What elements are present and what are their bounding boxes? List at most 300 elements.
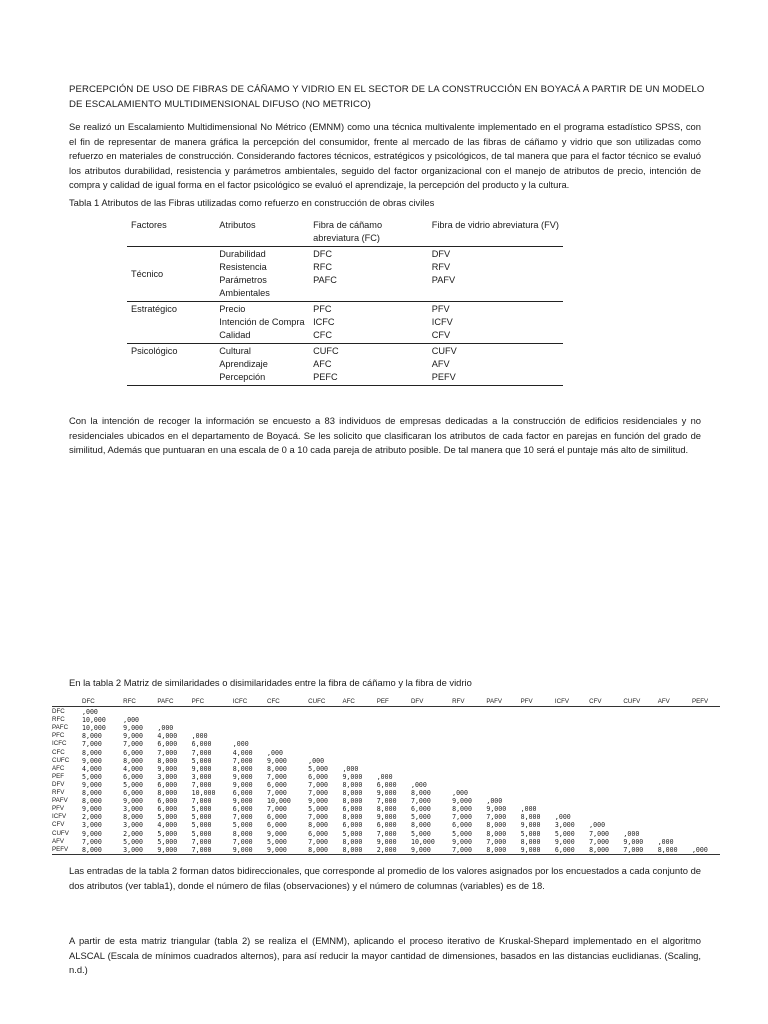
matrix-cell: 6,000 [232,789,253,798]
matrix-cell: 5,000 [82,772,102,781]
matrix-cell [342,740,376,748]
matrix-cell: 6,000 [157,740,178,749]
matrix-cell: 8,000 [520,837,541,846]
matrix-cell: 8,000 [232,829,253,838]
matrix-cell: 5,000 [157,837,178,846]
matrix-cell: 8,000 [486,829,507,838]
matrix-cell: 6,000 [267,780,287,789]
matrix-cell [452,724,486,732]
matrix-cell: 3,000 [123,821,143,830]
matrix-cell: 5,000 [267,837,287,846]
matrix-corner-cell [52,698,82,707]
matrix-cell [521,789,555,797]
matrix-cell [308,724,342,732]
fc-code-cell: AFC [313,359,332,369]
matrix-cell [486,773,520,781]
matrix-cell: 9,000 [123,797,143,806]
matrix-cell: 9,000 [82,756,102,765]
matrix-cell: 8,000 [658,846,692,855]
matrix-cell: 9,000 [267,829,287,838]
matrix-cell [486,732,520,740]
matrix-cell: 5,000 [308,764,329,773]
matrix-cell: 7,000 [267,772,287,781]
matrix-cell [555,781,589,789]
matrix-cell [692,749,720,757]
matrix-cell [623,813,657,821]
fc-code-cell: RFC [313,262,332,272]
matrix-cell: 9,000 [554,837,575,846]
attribute-cell: Calidad [215,329,309,344]
matrix-cell [692,773,720,781]
matrix-cell: 8,000 [410,821,431,830]
matrix-cell [692,838,720,846]
matrix-cell [521,757,555,765]
fv-code-cell: CUFV [431,346,457,356]
matrix-cell [658,749,692,757]
matrix-cell: 8,000 [308,821,329,830]
matrix-cell [157,707,191,717]
attribute-cell: Intención de Compra [219,317,305,327]
matrix-row-header: DFC [52,708,65,716]
matrix-cell: 7,000 [410,797,431,806]
matrix-cell [267,724,308,732]
matrix-cell: ,000 [342,764,359,773]
matrix-cell [377,757,411,765]
matrix-cell: 6,000 [123,748,143,757]
matrix-cell: 6,000 [157,797,178,806]
matrix-cell: 6,000 [267,821,287,830]
matrix-row-header: PAFV [52,797,68,805]
matrix-cell [452,781,486,789]
matrix-cell: 8,000 [232,764,253,773]
matrix-cell [555,773,589,781]
matrix-cell: 8,000 [267,764,287,773]
matrix-cell [377,707,411,717]
matrix-row [52,765,720,773]
matrix-cell [658,773,692,781]
fv-code-cell: PEFV [428,371,563,386]
matrix-column-header: DFV [411,698,452,707]
matrix-cell [452,707,486,717]
matrix-row-header: PFC [52,732,65,740]
matrix-cell: 9,000 [123,732,143,741]
matrix-cell [658,821,692,829]
matrix-cell [377,724,411,732]
matrix-cell [521,707,555,717]
matrix-cell [342,732,376,740]
matrix-cell [589,707,623,717]
bidirectional-paragraph: Las entradas de la tabla 2 forman datos bidireccionales, que corresponde al promedio de los valores asignados por los encuestados a cada conjunto de dos atributos (ver tabla1), donde el número de filas (observaciones) y el número de columnas (variables) es de 18. [69,865,701,891]
table1-caption: Tabla 1 Atributos de las Fibras utilizadas como refuerzo en construcción de obras civiles [69,197,435,208]
attribute-cell: Resistencia [219,262,267,272]
matrix-cell: 8,000 [520,813,541,822]
matrix-cell: 3,000 [554,821,575,830]
matrix-cell [623,724,657,732]
matrix-cell [555,716,589,724]
matrix-cell [658,805,692,813]
matrix-cell: 2,000 [123,829,143,838]
matrix-cell: 9,000 [342,772,363,781]
matrix-cell: 6,000 [342,805,363,814]
matrix-cell: 9,000 [452,837,472,846]
matrix-row [52,757,720,765]
matrix-cell: ,000 [657,837,674,846]
matrix-cell: 5,000 [191,821,212,830]
matrix-cell [589,805,623,813]
similarity-matrix-table [52,698,720,855]
matrix-cell [658,740,692,748]
matrix-cell [521,765,555,773]
matrix-column-header: AFC [342,698,376,707]
matrix-cell: 9,000 [82,829,102,838]
matrix-cell: 4,000 [123,764,143,773]
matrix-cell: 9,000 [232,797,253,806]
matrix-cell: 8,000 [308,846,342,855]
matrix-cell [377,749,411,757]
matrix-cell [452,749,486,757]
matrix-cell [658,724,692,732]
matrix-cell: 5,000 [232,821,253,830]
matrix-cell [233,724,267,732]
matrix-cell: 5,000 [554,829,575,838]
matrix-cell: 6,000 [157,780,178,789]
matrix-column-header: AFV [658,698,692,707]
matrix-cell: 9,000 [157,846,191,855]
fc-code-cell: DFC [313,249,332,259]
matrix-cell [377,732,411,740]
matrix-cell: 4,000 [157,732,178,741]
matrix-cell [623,805,657,813]
matrix-cell: ,000 [82,708,98,717]
matrix-cell [658,813,692,821]
matrix-column-header: CUFV [623,698,657,707]
matrix-column-header: PEF [377,698,411,707]
matrix-body [52,707,720,855]
matrix-row [52,781,720,789]
table1-header-fc: Fibra de cáñamo abreviatura (FC) [309,217,428,247]
matrix-cell: 5,000 [123,837,143,846]
matrix-cell: 7,000 [192,846,233,855]
matrix-cell: 7,000 [232,837,253,846]
matrix-row [52,821,720,829]
matrix-cell: 3,000 [123,805,143,814]
matrix-cell: 8,000 [342,846,376,855]
matrix-cell: 9,000 [376,789,397,798]
matrix-cell: 2,000 [377,846,411,855]
matrix-cell: 7,000 [123,740,143,749]
matrix-cell [623,757,657,765]
matrix-cell [658,732,692,740]
fc-code-cell: PFC [313,304,332,314]
matrix-cell: 9,000 [486,805,507,814]
matrix-cell: 8,000 [486,846,520,855]
matrix-cell [452,765,486,773]
matrix-cell [267,716,308,724]
matrix-cell: 6,000 [232,805,253,814]
matrix-cell: 9,000 [376,837,397,846]
matrix-cell: 7,000 [623,846,657,855]
matrix-cell [411,724,452,732]
matrix-cell: 4,000 [232,748,253,757]
matrix-column-header: ICFC [233,698,267,707]
matrix-cell [658,765,692,773]
matrix-cell [555,724,589,732]
matrix-cell: 7,000 [82,740,102,749]
attribute-cell: Durabilidad [219,249,266,259]
matrix-cell [521,740,555,748]
matrix-cell: 8,000 [376,805,397,814]
matrix-cell: 7,000 [191,780,212,789]
matrix-column-header: CFV [589,698,623,707]
fv-code-cell: RFV [431,262,451,272]
matrix-cell: 9,000 [267,756,287,765]
matrix-cell: ,000 [191,732,208,741]
matrix-row [52,749,720,757]
matrix-cell [692,740,720,748]
matrix-cell: 5,000 [191,813,212,822]
matrix-cell: 5,000 [191,756,212,765]
matrix-cell [623,749,657,757]
matrix-cell: 8,000 [342,837,363,846]
matrix-cell [411,773,452,781]
matrix-cell [342,724,376,732]
matrix-cell: ,000 [376,772,393,781]
matrix-column-header: CUFC [308,698,342,707]
table1-header-atributos: Atributos [215,217,309,247]
matrix-cell: 7,000 [589,837,610,846]
table1-row [127,344,563,359]
matrix-cell [623,740,657,748]
matrix-cell [486,740,520,748]
matrix-cell: 5,000 [157,829,178,838]
matrix-cell: 6,000 [191,740,212,749]
matrix-cell [342,716,376,724]
matrix-cell [192,716,233,724]
matrix-cell [589,765,623,773]
matrix-cell [658,797,692,805]
matrix-cell [692,830,720,838]
matrix-cell: 7,000 [486,837,507,846]
matrix-cell [589,757,623,765]
matrix-cell [411,740,452,748]
matrix-row-header: CUFV [52,829,69,837]
matrix-cell: ,000 [486,797,503,806]
matrix-cell: 9,000 [123,724,143,733]
matrix-cell [589,732,623,740]
matrix-cell: ,000 [520,805,537,814]
matrix-cell [623,821,657,829]
matrix-cell [623,789,657,797]
matrix-cell [692,765,720,773]
table1-row [127,302,563,317]
matrix-cell: 7,000 [308,837,329,846]
matrix-cell [692,805,720,813]
matrix-cell [233,716,267,724]
matrix-cell [411,757,452,765]
matrix-cell [267,707,308,717]
matrix-cell [623,707,657,717]
matrix-column-header: PFV [521,698,555,707]
matrix-row-header: DFV [52,780,65,788]
matrix-cell [521,797,555,805]
attribute-cell: Cultural [219,346,251,356]
matrix-cell [692,707,720,717]
table2-caption: En la tabla 2 Matriz de similaridades o disimilaridades entre la fibra de cáñamo y la fibra de vidrio [69,677,472,688]
fv-code-cell: PFV [431,304,450,314]
matrix-cell: 10,000 [267,797,291,806]
matrix-row-header: ICFV [52,813,67,821]
matrix-cell: 9,000 [520,821,541,830]
matrix-cell [267,740,308,748]
matrix-cell [377,716,411,724]
matrix-row [52,716,720,724]
matrix-cell: 5,000 [157,813,178,822]
matrix-cell: 7,000 [191,748,212,757]
matrix-cell [623,732,657,740]
matrix-row [52,789,720,797]
matrix-cell: 9,000 [191,764,212,773]
matrix-cell [521,773,555,781]
matrix-cell [192,707,233,717]
matrix-row [52,724,720,732]
matrix-cell [411,749,452,757]
matrix-cell [623,773,657,781]
matrix-cell [658,789,692,797]
matrix-cell: 5,000 [520,829,541,838]
matrix-cell: 7,000 [452,846,486,855]
matrix-cell: 7,000 [232,756,253,765]
matrix-cell: 5,000 [123,780,143,789]
matrix-cell [555,740,589,748]
matrix-cell: 6,000 [376,780,397,789]
matrix-cell: 6,000 [452,821,472,830]
matrix-cell [486,781,520,789]
matrix-cell: 7,000 [82,837,102,846]
matrix-cell [555,797,589,805]
matrix-cell: 8,000 [486,821,507,830]
matrix-row-header: ICFC [52,740,67,748]
matrix-cell [486,757,520,765]
matrix-cell: 10,000 [410,837,435,846]
matrix-cell [342,749,376,757]
intro-paragraph: Se realizó un Escalamiento Multidimensional No Métrico (EMNM) como una técnica multivalente implementado en el programa estadístico SPSS, con el fin de representar de manera gráfica la percepción del consumidor, frente al mercado de las fibras de cáñamo y vidrio que son utilizadas como refuerzo en materiales de construcción. Considerando factores técnicos, estratégicos y psicológicos, de tal manera que para el factor técnico se evaluó los atributos durabilidad, resistencia y parámetros ambientales, seguido del factor organizacional con el manejo de atributos de precio, intención de compra y calidad de igual forma en el factor psicológico se evaluó el aprendizaje, la percepción del producto y la cultura. [69,121,701,191]
matrix-cell [308,716,342,724]
matrix-cell [521,749,555,757]
alscal-paragraph: A partir de esta matriz triangular (tabla 2) se realiza el (EMNM), aplicando el proceso iterativo de Kruskal-Shepard implementado en el algoritmo ALSCAL (Escala de mínimos cuadrados alternos), para así reducir la mayor cantidad de dimensiones, basados en las distancias euclidianas. (Scaling, n.d.) [69,935,701,976]
matrix-cell: 8,000 [157,756,178,765]
matrix-column-header: ICFV [555,698,589,707]
matrix-cell [486,749,520,757]
matrix-cell: 10,000 [191,789,216,798]
matrix-cell: 7,000 [589,829,610,838]
matrix-cell [452,773,486,781]
matrix-cell: 6,000 [410,805,431,814]
matrix-cell [692,821,720,829]
matrix-cell [589,773,623,781]
matrix-cell: 9,000 [157,764,178,773]
matrix-row-header: PFV [52,805,65,813]
matrix-row-header: RFC [52,716,65,724]
matrix-cell [377,740,411,748]
matrix-cell [452,757,486,765]
matrix-cell: 8,000 [589,846,623,855]
matrix-cell: 8,000 [410,789,431,798]
table1-header-fv: Fibra de vidrio abreviatura (FV) [428,217,563,247]
matrix-cell [521,732,555,740]
matrix-cell: 9,000 [623,837,644,846]
matrix-row-header: CFV [52,821,65,829]
attribute-cell: Aprendizaje [219,359,268,369]
matrix-cell [589,789,623,797]
matrix-header-row [52,698,720,707]
matrix-cell [589,781,623,789]
matrix-cell: 6,000 [123,789,143,798]
matrix-cell: 7,000 [191,797,212,806]
matrix-cell: 7,000 [486,813,507,822]
matrix-cell [555,757,589,765]
matrix-cell: 8,000 [342,780,363,789]
matrix-row [52,838,720,846]
fv-code-cell: DFV [431,249,451,259]
matrix-cell [486,707,520,717]
matrix-row-header: RFV [52,789,65,797]
matrix-column-header: RFV [452,698,486,707]
matrix-cell: 10,000 [82,724,106,733]
matrix-cell: 9,000 [233,846,267,855]
matrix-row [52,740,720,748]
matrix-cell [267,732,308,740]
matrix-row [52,773,720,781]
matrix-cell: ,000 [589,821,606,830]
matrix-row-header: AFV [52,837,65,845]
matrix-cell [623,781,657,789]
matrix-cell: 7,000 [267,789,287,798]
matrix-cell [486,724,520,732]
matrix-cell [692,813,720,821]
fv-code-cell: CFV [428,329,563,344]
matrix-column-header: CFC [267,698,308,707]
matrix-column-header: PAFV [486,698,520,707]
fc-code-cell: CUFC [313,346,339,356]
matrix-column-header: PEFV [692,698,720,707]
matrix-cell [411,765,452,773]
matrix-cell [486,716,520,724]
matrix-cell [555,765,589,773]
factor-cell-tecnico: Técnico [127,247,215,302]
fv-code-cell: PAFV [428,274,563,302]
matrix-cell [589,749,623,757]
matrix-cell [486,789,520,797]
table1-row [127,247,563,262]
matrix-cell [452,740,486,748]
matrix-cell: 7,000 [191,837,212,846]
matrix-cell: 9,000 [267,846,308,855]
matrix-cell [658,707,692,717]
matrix-cell [555,805,589,813]
matrix-cell: ,000 [308,756,325,765]
matrix-cell [555,789,589,797]
matrix-cell [342,757,376,765]
fc-code-cell: CFC [309,329,428,344]
matrix-row [52,805,720,813]
matrix-row-header: CFC [52,748,65,756]
matrix-cell: ,000 [267,748,283,757]
matrix-cell: 8,000 [82,789,102,798]
matrix-cell: 8,000 [452,805,472,814]
matrix-row-header: AFC [52,764,65,772]
matrix-row [52,732,720,740]
matrix-cell [555,749,589,757]
